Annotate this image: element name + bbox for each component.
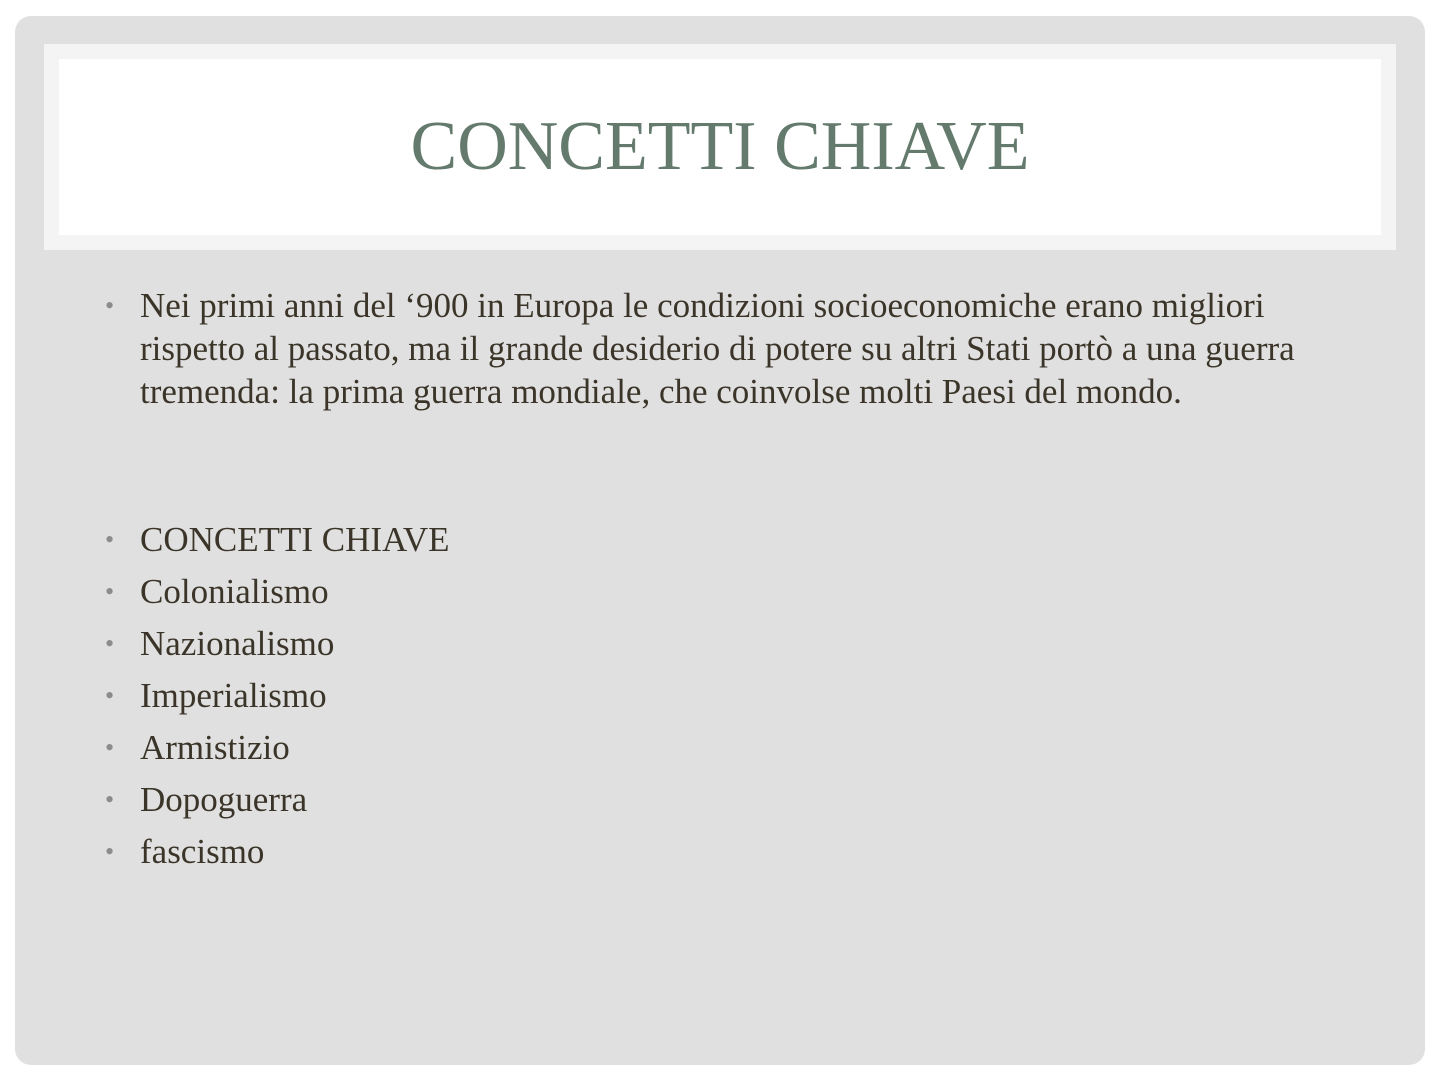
list-item-text: Nazionalismo [140, 624, 335, 663]
list-bullet: • [105, 837, 115, 866]
paragraph-bullet: • [105, 291, 115, 320]
list-item-text: Colonialismo [140, 572, 329, 611]
list-item [15, 570, 1425, 622]
list-bullet: • [105, 525, 115, 554]
list-item-text: Armistizio [140, 728, 290, 767]
list-item [15, 622, 1425, 674]
list-bullet: • [105, 577, 115, 606]
list-item [15, 518, 1425, 570]
list-item-text: CONCETTI CHIAVE [140, 520, 450, 559]
list-item [15, 830, 1425, 882]
list-bullet: • [105, 681, 115, 710]
list-item [15, 674, 1425, 726]
key-concepts-list [15, 518, 1425, 882]
slide [15, 16, 1425, 1065]
list-item [15, 726, 1425, 778]
intro-paragraph: Nei primi anni del ‘900 in Europa le condizioni socioeconomiche erano migliori rispetto al passato, ma il grande desiderio di potere su altri Stati portò a una guerra tremenda: la prima guerra mondiale, che coinvolse molti Paesi del mondo. [140, 286, 1295, 411]
slide-title: CONCETTI CHIAVE [410, 108, 1030, 185]
slide-content [15, 16, 1425, 1065]
list-item-text: Dopoguerra [140, 780, 308, 819]
list-bullet: • [105, 785, 115, 814]
list-bullet: • [105, 629, 115, 658]
list-item-text: fascismo [140, 832, 265, 871]
list-item-text: Imperialismo [140, 676, 327, 715]
list-bullet: • [105, 733, 115, 762]
list-item [15, 778, 1425, 830]
